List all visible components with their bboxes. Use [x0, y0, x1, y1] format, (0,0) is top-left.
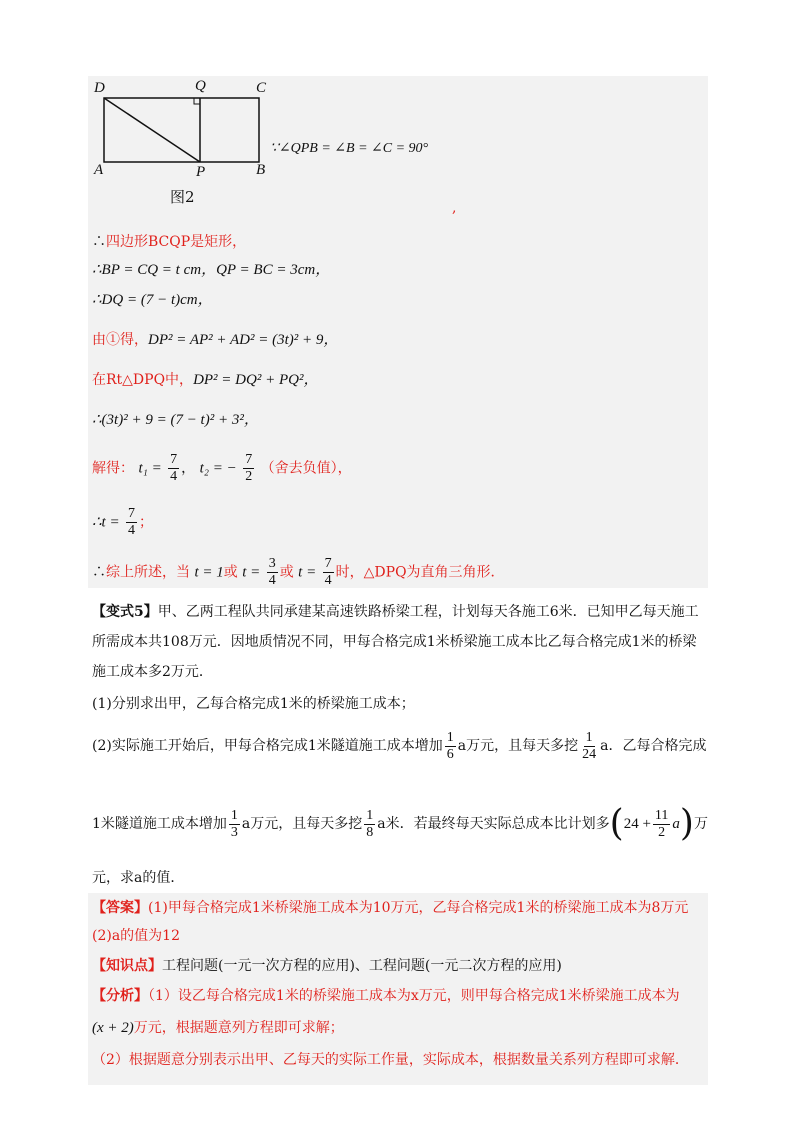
q3-fraction-2: $\frac{1}{8}$	[366, 807, 374, 840]
knowledge-text: 工程问题(一元一次方程的应用)、工程问题(一元二次方程的应用)	[162, 958, 562, 974]
answer-tag: 【答案】	[92, 900, 148, 916]
analysis-text-1: （1）设乙每合格完成1米的桥梁施工成本为x万元，则甲每合格完成1米桥梁施工成本为	[148, 988, 680, 1004]
analysis-tag: 【分析】	[92, 988, 148, 1004]
dp-equation-1: DP² = AP² + AD² = (3t)² + 9，	[148, 332, 339, 348]
analysis-expression: (x + 2)	[92, 1020, 134, 1036]
t-label: ∴t =	[92, 514, 120, 531]
right-angle-mark	[194, 98, 200, 104]
solution-line-1	[92, 232, 246, 252]
discard-note: （舍去负值），	[260, 460, 352, 477]
figure-caption: 图2	[170, 188, 195, 206]
rect-abcd	[104, 98, 259, 162]
analysis-line-3: （2）根据题意分别表示出甲、乙每天的实际工作量，实际成本，根据数量关系列方程即可求解．	[92, 1052, 689, 1068]
t-value-3-fraction: $\frac{7}{4}$	[324, 556, 332, 588]
solution-line-8	[92, 506, 153, 539]
semicolon: ；	[139, 514, 154, 531]
solution-line-3: ∴DQ = (7 − t)cm，	[92, 292, 213, 308]
therefore-symbol-2: ∴	[92, 564, 106, 581]
q2-text-a: (2)实际施工开始后，甲每合格完成1米隧道施工成本增加	[92, 738, 443, 754]
problem-line-3: 施工成本多2万元．	[92, 664, 213, 680]
problem-text-1: 甲、乙两工程队共同承建某高速铁路桥梁工程，计划每天各施工6米．已知甲乙每天施工	[157, 604, 699, 620]
dp-equation-2: DP² = DQ² + PQ²，	[193, 372, 319, 388]
or-2: 或	[279, 564, 294, 581]
from-eq1-text: 由①得，	[92, 332, 148, 348]
solution-line-7	[92, 452, 352, 485]
answer-1: (1)甲每合格完成1米桥梁施工成本为10万元，乙每合格完成1米的桥梁施工成本为8万元	[148, 900, 689, 916]
question-2-end: 元，求a的值．	[92, 870, 185, 886]
t-value-3-label: t =	[298, 564, 317, 581]
q3-text-b: a万元，且每天多挖	[241, 816, 363, 832]
or-1: 或	[223, 564, 238, 581]
left-paren: (	[609, 803, 624, 844]
q2-text-c: a．乙每合格完成	[600, 738, 707, 754]
segment-dp	[104, 98, 200, 162]
q3-expression: 24 +	[623, 816, 651, 832]
solution-line-4	[92, 330, 338, 350]
label-c: C	[256, 80, 267, 96]
solution-line-2: ∴BP = CQ = t cm，QP = BC = 3cm，	[92, 262, 331, 278]
right-paren: )	[679, 803, 694, 844]
t1-fraction: $\frac{7}{4}$	[170, 452, 178, 484]
figure-comma: ,	[452, 200, 457, 216]
label-a: A	[94, 162, 104, 178]
label-p: P	[196, 164, 206, 180]
when-text: 时，	[335, 564, 364, 581]
analysis-line-2	[92, 1018, 344, 1038]
t-value-1: t = 1	[194, 564, 224, 581]
separator: ，	[181, 460, 196, 477]
t-value-2-label: t =	[242, 564, 261, 581]
q2-fraction-1: $\frac{1}{6}$	[446, 729, 454, 762]
in-triangle-text: 在Rt△DPQ中，	[92, 372, 194, 388]
q2-fraction-2: $\frac{1}{24}$	[582, 729, 597, 762]
knowledge-tag: 【知识点】	[92, 958, 162, 974]
t2-fraction: $\frac{7}{2}$	[245, 452, 253, 484]
t-fraction: $\frac{7}{4}$	[128, 506, 136, 538]
q3-fraction-1: $\frac{1}{3}$	[230, 807, 238, 840]
answer-line-1	[92, 898, 688, 918]
answer-line-2: (2)a的值为12	[92, 928, 180, 944]
solve-label: 解得：	[92, 460, 134, 477]
label-q: Q	[195, 78, 206, 94]
knowledge-line	[92, 956, 562, 976]
problem-line-2: 所需成本共108万元．因地质情况不同，甲每合格完成1米桥梁施工成本比乙每合格完成1米的桥梁	[92, 634, 697, 650]
rectangle-statement: 四边形BCQP是矩形，	[106, 234, 247, 250]
q3-variable: a	[672, 816, 680, 832]
question-2	[92, 724, 706, 768]
solution-line-6: ∴(3t)² + 9 = (7 − t)² + 3²，	[92, 412, 259, 428]
analysis-text-2: 万元，根据题意列方程即可求解；	[133, 1020, 344, 1036]
analysis-line-1	[92, 986, 680, 1006]
variant-tag: 【变式5】	[92, 604, 158, 620]
therefore-symbol: ∴	[92, 234, 106, 250]
question-2-cont	[92, 802, 708, 846]
solution-line-5	[92, 370, 318, 390]
conclusion-text: 综上所述，当	[106, 564, 190, 581]
conclusion-end: △DPQ为直角三角形．	[363, 564, 505, 581]
q3-text-c: a米．若最终每天实际总成本比计划多	[377, 816, 610, 832]
q3-fraction-3: $\frac{11}{2}$	[654, 807, 669, 840]
figure-given: ∵∠QPB = ∠B = ∠C = 90°	[270, 141, 429, 156]
problem-line-1	[92, 602, 699, 622]
label-d: D	[94, 80, 105, 96]
label-b: B	[256, 162, 266, 178]
question-1: (1)分别求出甲，乙每合格完成1米的桥梁施工成本；	[92, 696, 415, 712]
t1-label: t₁ =	[138, 460, 162, 477]
q2-text-b: a万元，且每天多挖	[457, 738, 579, 754]
q3-text-a: 1米隧道施工成本增加	[92, 816, 227, 832]
t2-label: t₂ = −	[199, 460, 237, 477]
solution-line-9	[92, 556, 505, 589]
t-value-2-fraction: $\frac{3}{4}$	[268, 556, 276, 588]
q3-unit: 万	[693, 816, 708, 832]
